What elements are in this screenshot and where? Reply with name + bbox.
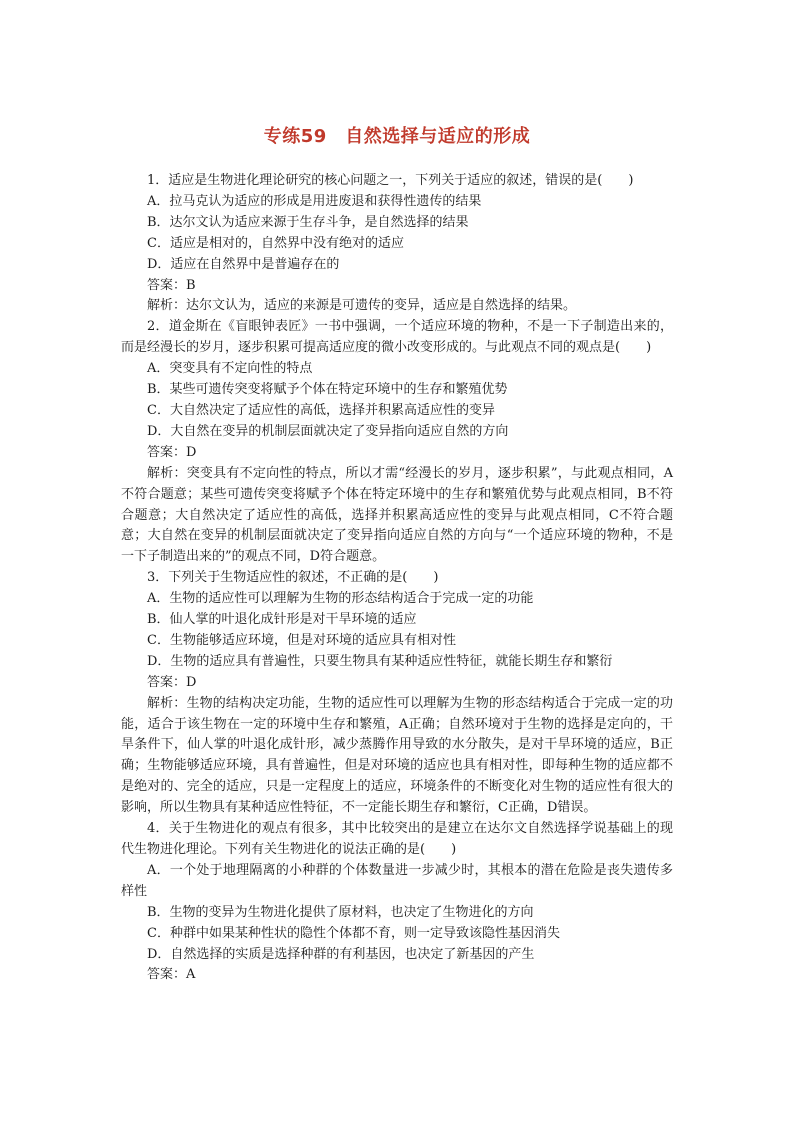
option-c: C．生物能够适应环境，但是对环境的适应具有相对性 [147,632,456,648]
question-stem: 3．下列关于生物适应性的叙述，不正确的是( ) [147,570,439,586]
analysis: 解析：生物的结构决定功能，生物的适应性可以理解为生物的形态结构适合于完成一定的功能，适合于该生物在一定的环境中生存和繁殖，A正确；自然环境对于生物的选择是定向的，干旱条件下，仙人掌的叶退化成针形，减少蒸腾作用导致的水分散失，是对干旱环境的适应，B正确；生物能够适应环境，具有普遍性，但是对环境的适应也具有相对性，即每种生物的适应都不是绝对的、完全的适应，只是一定程度上的适应，环境条件的不断变化对生物的适应性有很大的影响，所以生物具有某种适应性特征，不一定能长期生存和繁衍，C正确，D错误。 [121,695,673,816]
option-a: A．一个处于地理隔离的小种群的个体数量进一步减少时，其根本的潜在危险是丧失遗传多样性 [121,862,673,899]
option-a: A．生物的适应性可以理解为生物的形态结构适合于完成一定的功能 [147,591,534,607]
page-title: 专练59 自然选择与适应的形成 [263,126,531,147]
answer: 答案：A [147,967,196,983]
answer: 答案：D [147,444,197,460]
option-a: A．拉马克认为适应的形成是用进废退和获得性遗传的结果 [147,193,482,209]
option-d: D．大自然在变异的机制层面就决定了变异指向适应自然的方向 [147,423,509,439]
answer: 答案：B [147,277,196,293]
question-stem: 1．适应是生物进化理论研究的核心问题之一，下列关于适应的叙述，错误的是( ) [147,173,634,188]
option-c: C．适应是相对的，自然界中没有绝对的适应 [147,235,404,251]
analysis: 解析：突变具有不定向性的特点，所以才需“经漫长的岁月，逐步积累”，与此观点相同，A不符合题意；某些可遗传突变将赋予个体在特定环境中的生存和繁殖优势与此观点相同，B不符合题意；大自然决定了适应性的高低，选择并积累高适应性的变异与此观点相同，C不符合题意；大自然在变异的机制层面就决定了变异指向适应自然的方向与“一个适应环境的物种，不是一下子制造出来的”的观点不同，D符合题意。 [121,465,673,565]
option-a: A．突变具有不定向性的特点 [147,361,313,377]
option-d: D．适应在自然界中是普遍存在的 [147,256,340,272]
option-b: B．生物的变异为生物进化提供了原材料，也决定了生物进化的方向 [147,904,534,920]
question-stem: 2．道金斯在《盲眼钟表匠》一书中强调，一个适应环境的物种，不是一下子制造出来的，而是经漫长的岁月，逐步积累可提高适应度的微小改变形成的。与此观点不同的观点是( ) [121,319,673,356]
answer: 答案：D [147,674,197,690]
question-list [121,171,673,986]
option-b: B．某些可遗传突变将赋予个体在特定环境中的生存和繁殖优势 [147,382,508,398]
option-b: B．仙人掌的叶退化成针形是对干旱环境的适应 [147,612,417,628]
option-b: B．达尔文认为适应来源于生存斗争，是自然选择的结果 [147,214,469,230]
analysis: 解析：达尔文认为，适应的来源是可遗传的变异，适应是自然选择的结果。 [147,298,577,314]
option-d: D．自然选择的实质是选择种群的有利基因，也决定了新基因的产生 [147,946,535,962]
option-c: C．大自然决定了适应性的高低，选择并积累高适应性的变异 [147,402,495,418]
option-c: C．种群中如果某种性状的隐性个体都不育，则一定导致该隐性基因消失 [147,925,560,941]
option-d: D．生物的适应具有普遍性，只要生物具有某种适应性特征，就能长期生存和繁衍 [147,653,613,669]
question-stem: 4．关于生物进化的观点有很多，其中比较突出的是建立在达尔文自然选择学说基础上的现代生物进化理论。下列有关生物进化的说法正确的是( ) [121,821,673,857]
